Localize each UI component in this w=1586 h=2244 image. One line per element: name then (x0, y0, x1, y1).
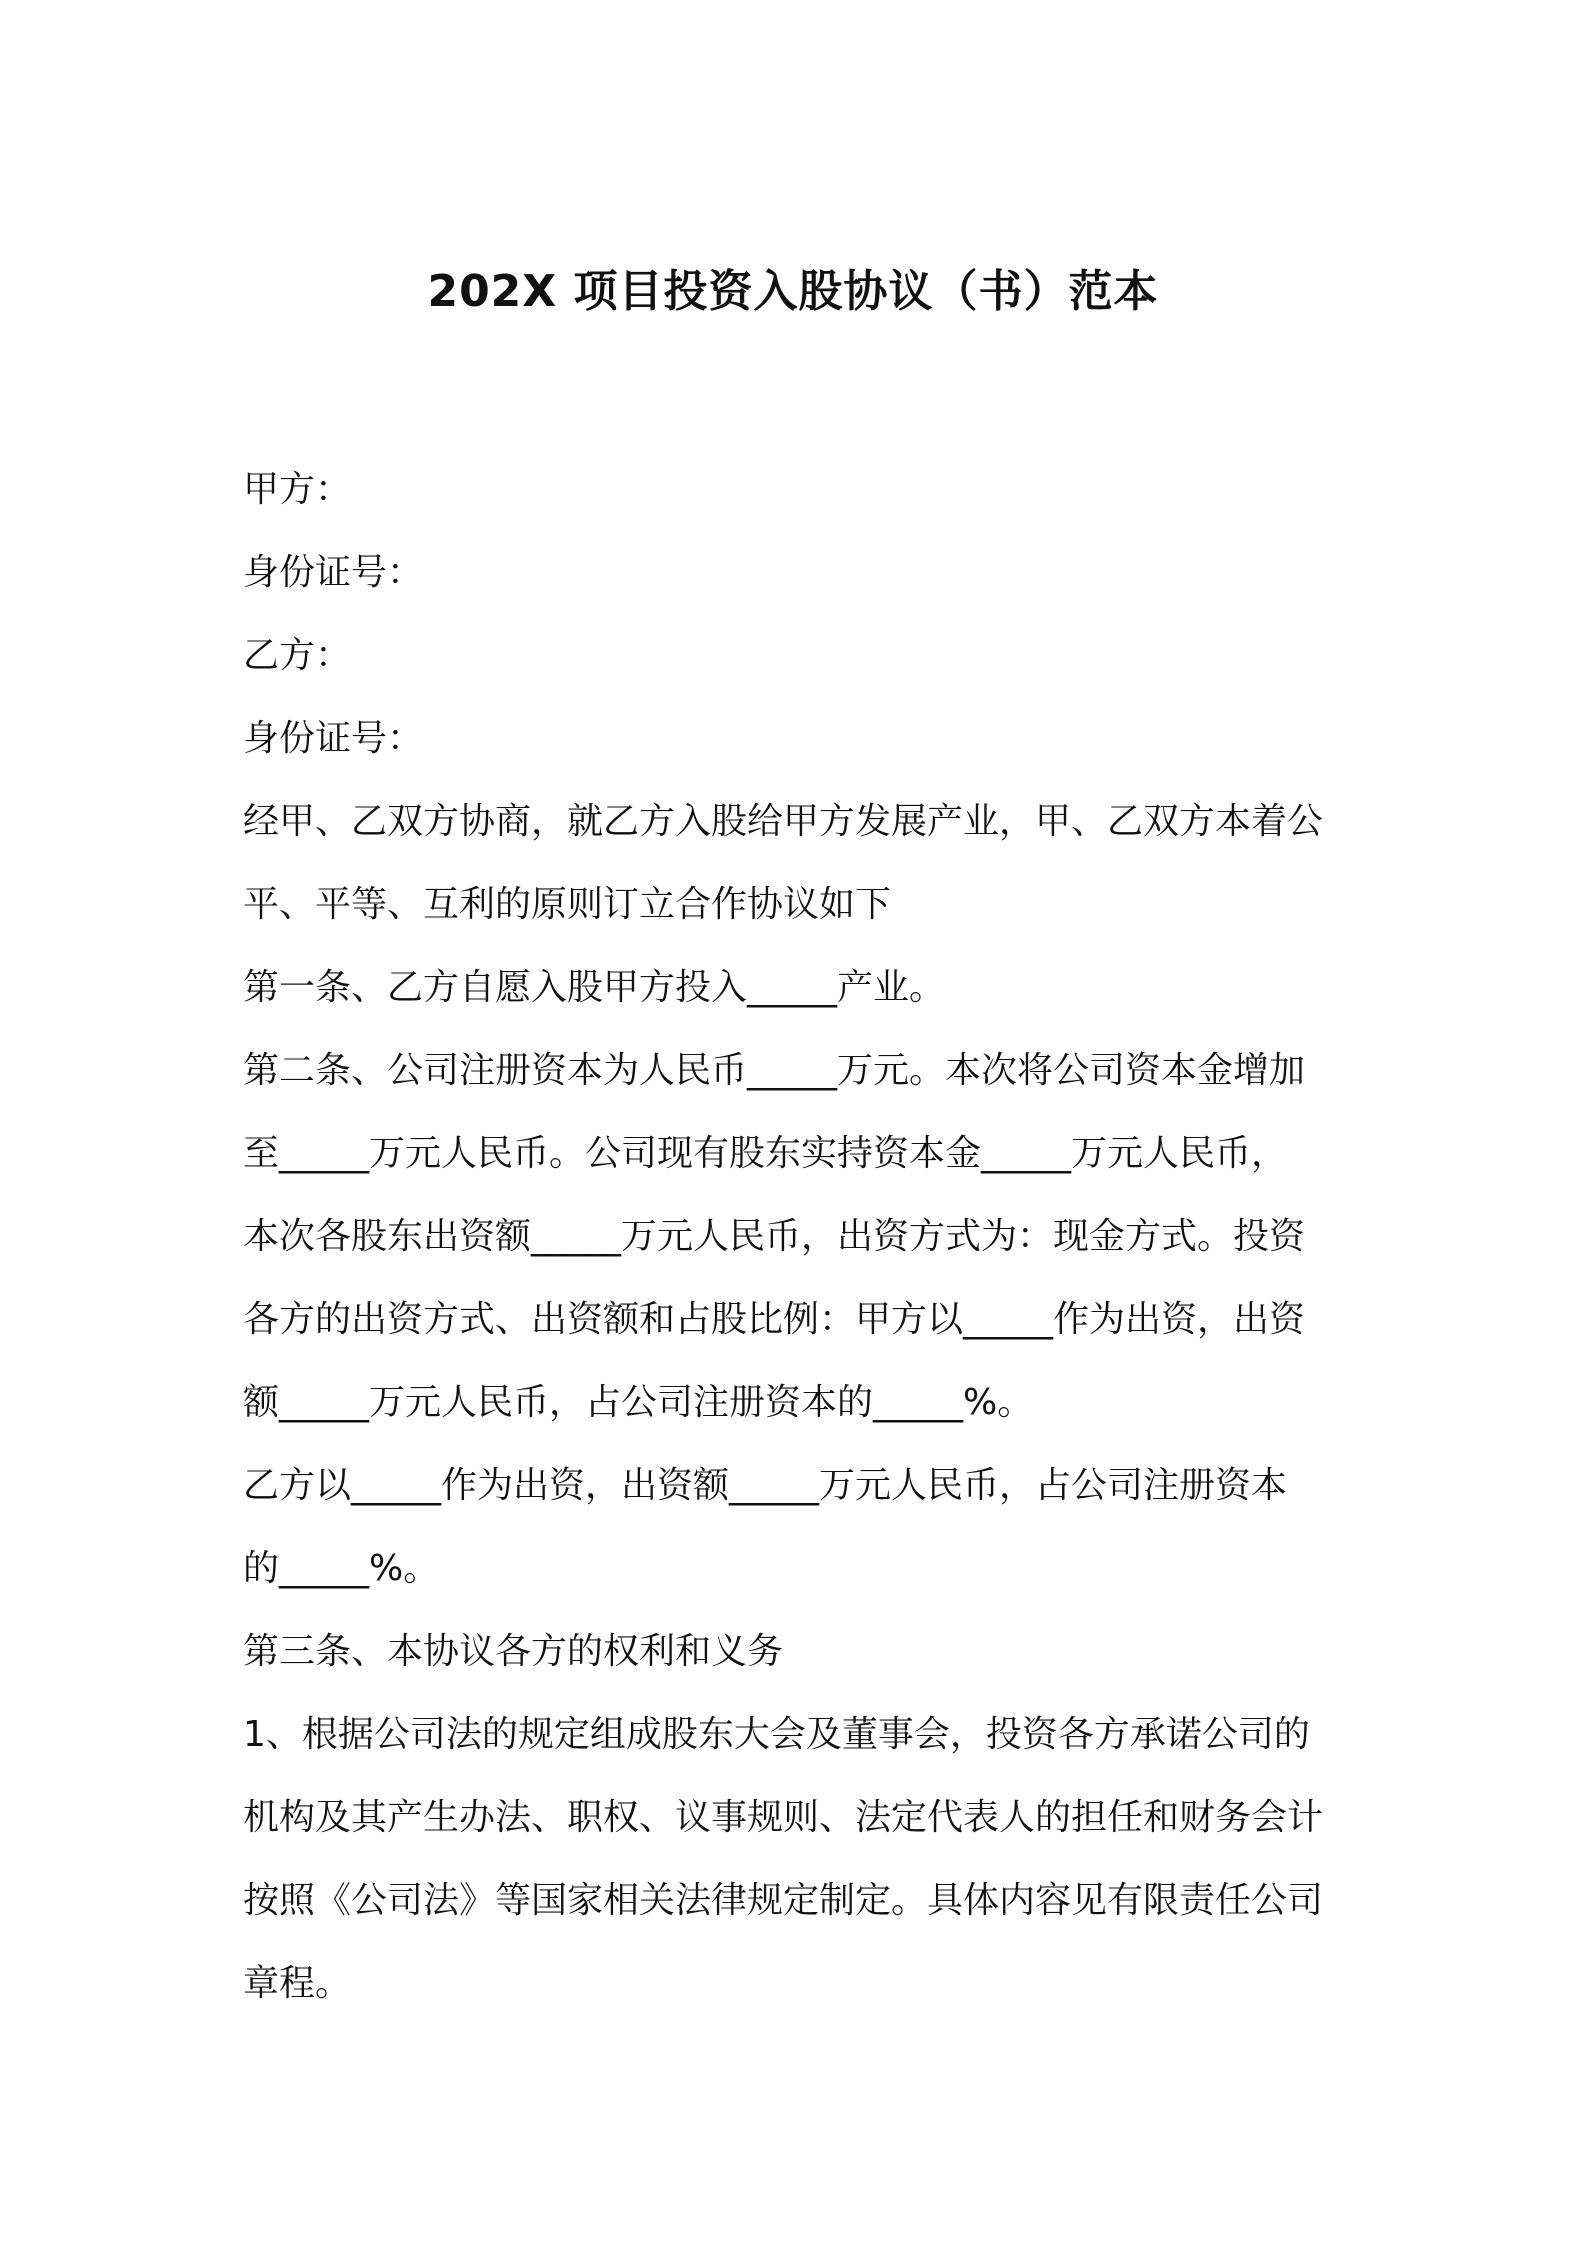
article-1-line: 第一条、乙方自愿入股甲方投入_____产业。 (243, 967, 946, 1008)
article-2-line: 的_____%。 (243, 1548, 440, 1589)
article-2-line: 各方的出资方式、出资额和占股比例：甲方以_____作为出资，出资 (243, 1299, 1306, 1340)
preamble-line: 经甲、乙双方协商，就乙方入股给甲方发展产业，甲、乙双方本着公 (243, 801, 1324, 842)
article-2-line: 第二条、公司注册资本为人民币_____万元。本次将公司资本金增加 (243, 1050, 1306, 1091)
preamble-line: 平、平等、互利的原则订立合作协议如下 (243, 884, 892, 925)
article-3-clause-1-line: 按照《公司法》等国家相关法律规定制定。具体内容见有限责任公司 (243, 1880, 1324, 1921)
article-2-line: 乙方以_____作为出资，出资额_____万元人民币，占公司注册资本 (243, 1465, 1288, 1506)
article-3-clause-1-line: 章程。 (243, 1963, 352, 2004)
party-a-id-label: 身份证号： (243, 552, 424, 593)
party-a-label: 甲方： (243, 469, 352, 510)
article-2-line: 额_____万元人民币，占公司注册资本的_____%。 (243, 1382, 1034, 1423)
party-b-label: 乙方： (243, 635, 352, 676)
article-3-clause-1-line: 1、根据公司法的规定组成股东大会及董事会，投资各方承诺公司的 (243, 1714, 1310, 1755)
party-b-id-label: 身份证号： (243, 718, 424, 759)
article-2-line: 本次各股东出资额_____万元人民币，出资方式为：现金方式。投资 (243, 1216, 1306, 1257)
article-3-clause-1-line: 机构及其产生办法、职权、议事规则、法定代表人的担任和财务会计 (243, 1797, 1324, 1838)
document-body (243, 448, 1353, 2025)
document-title: 202X 项目投资入股协议（书）范本 (427, 266, 1159, 317)
article-3-heading: 第三条、本协议各方的权利和义务 (243, 1631, 784, 1672)
article-2-line: 至_____万元人民币。公司现有股东实持资本金_____万元人民币， (243, 1133, 1288, 1174)
